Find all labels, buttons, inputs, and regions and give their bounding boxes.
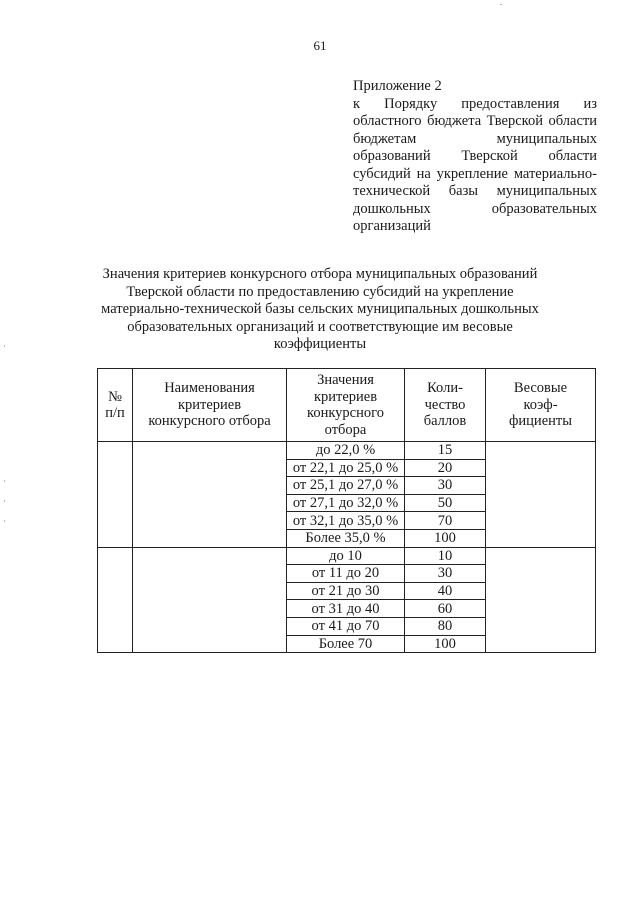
cell-points: 50 bbox=[405, 494, 486, 512]
header-weight-line: Весовые bbox=[513, 380, 568, 397]
cell-value: до 10 bbox=[287, 547, 405, 565]
scan-speck bbox=[4, 500, 5, 502]
table-row bbox=[98, 442, 596, 460]
header-points-line: чество bbox=[424, 396, 466, 413]
appendix-title: Приложение 2 bbox=[353, 78, 442, 94]
cell-num-empty bbox=[98, 442, 133, 548]
cell-points: 100 bbox=[405, 635, 486, 653]
scan-speck bbox=[4, 480, 5, 482]
header-weight-line: фициенты bbox=[509, 413, 572, 430]
header-points-line: Коли- bbox=[427, 380, 463, 397]
cell-value: до 22,0 % bbox=[287, 442, 405, 460]
header-points-line: баллов bbox=[423, 413, 467, 430]
header-num-line: № bbox=[108, 388, 122, 405]
header-name-line: конкурсного отбора bbox=[148, 413, 271, 430]
cell-points: 100 bbox=[405, 529, 486, 547]
cell-value: от 21 до 30 bbox=[287, 582, 405, 600]
header-weight bbox=[486, 369, 596, 442]
header-value-line: критериев bbox=[313, 388, 378, 405]
cell-points: 80 bbox=[405, 617, 486, 635]
header-points bbox=[405, 369, 486, 442]
header-value-line: конкурсного bbox=[307, 405, 384, 421]
cell-points: 60 bbox=[405, 600, 486, 618]
cell-value: от 11 до 20 bbox=[287, 565, 405, 583]
header-num bbox=[98, 369, 133, 442]
header-name bbox=[133, 369, 287, 442]
cell-name-empty bbox=[133, 442, 287, 548]
header-value-line: Значения bbox=[317, 372, 374, 388]
header-name-line: Наименования bbox=[164, 380, 255, 397]
cell-points: 15 bbox=[405, 442, 486, 460]
cell-points: 70 bbox=[405, 512, 486, 530]
cell-points: 30 bbox=[405, 477, 486, 495]
document-heading: Значения критериев конкурсного отбора муниципальных образований Тверской области по предоставлению субсидий на укрепление материально-технической базы сельских муниципальных дошкольных образовательных организаций и соответствующие им весовые коэффициенты bbox=[101, 266, 539, 353]
appendix-block bbox=[353, 78, 597, 236]
appendix-body: к Порядку предоставления из областного бюджета Тверской области бюджетам муниципальных образований Тверской области субсидий на укрепление материально-технической базы муниципальных дошкольных образовательных организаций bbox=[353, 95, 597, 234]
cell-points: 30 bbox=[405, 565, 486, 583]
scan-speck bbox=[4, 520, 5, 522]
cell-points: 10 bbox=[405, 547, 486, 565]
scan-speck bbox=[4, 345, 5, 347]
header-name-line: критериев bbox=[177, 396, 242, 413]
table-row bbox=[98, 547, 596, 565]
cell-points: 40 bbox=[405, 582, 486, 600]
cell-weight-empty bbox=[486, 442, 596, 548]
cell-value: Более 70 bbox=[287, 635, 405, 653]
header-weight-line: коэф- bbox=[523, 396, 558, 413]
header-value bbox=[287, 369, 405, 442]
cell-weight-empty bbox=[486, 547, 596, 653]
header-num-line: п/п bbox=[105, 405, 125, 421]
cell-value: от 31 до 40 bbox=[287, 600, 405, 618]
cell-value: от 27,1 до 32,0 % bbox=[287, 494, 405, 512]
cell-value: Более 35,0 % bbox=[287, 529, 405, 547]
cell-num-empty bbox=[98, 547, 133, 653]
cell-value: от 41 до 70 bbox=[287, 617, 405, 635]
criteria-table bbox=[97, 368, 596, 653]
header-value-line: отбора bbox=[324, 421, 367, 438]
cell-value: от 32,1 до 35,0 % bbox=[287, 512, 405, 530]
cell-value: от 25,1 до 27,0 % bbox=[287, 477, 405, 495]
scan-speck bbox=[500, 4, 502, 5]
page-number: 61 bbox=[313, 38, 327, 53]
cell-value: от 22,1 до 25,0 % bbox=[287, 459, 405, 477]
table-header-row bbox=[98, 369, 596, 442]
cell-name-empty bbox=[133, 547, 287, 653]
cell-points: 20 bbox=[405, 459, 486, 477]
